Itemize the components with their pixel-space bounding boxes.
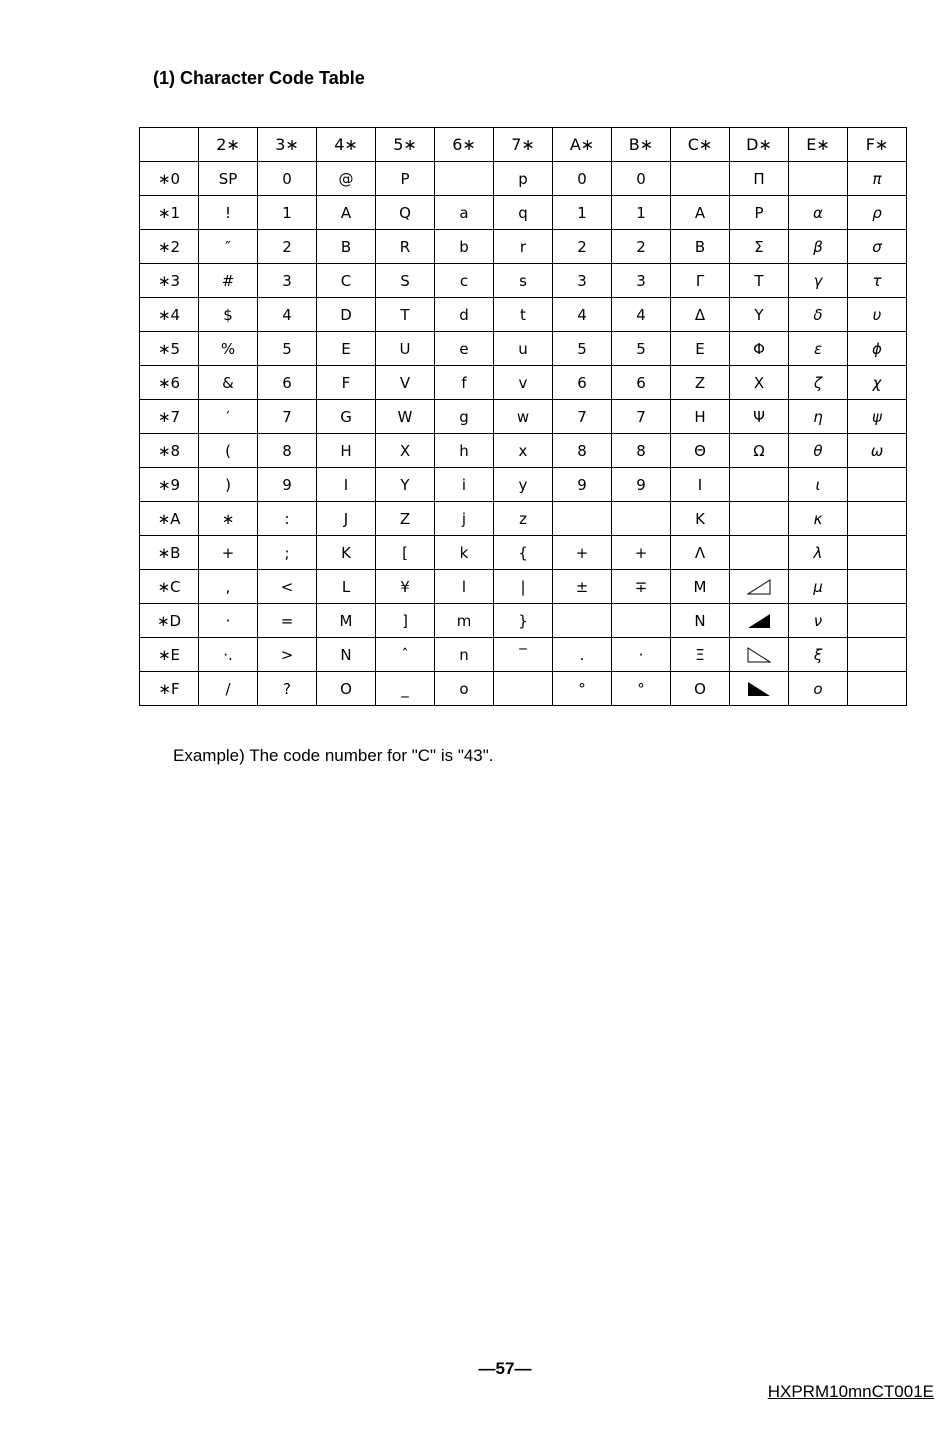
code-cell: · (612, 638, 671, 672)
column-header: E∗ (789, 128, 848, 162)
code-cell: & (199, 366, 258, 400)
code-cell: ∓ (612, 570, 671, 604)
table-row (140, 672, 907, 706)
document-code: HXPRM10mnCT001E (767, 1382, 934, 1401)
code-cell: > (258, 638, 317, 672)
code-cell: ¥ (376, 570, 435, 604)
code-cell: 2 (258, 230, 317, 264)
table-row (140, 298, 907, 332)
filled-right-triangle-icon (747, 613, 771, 629)
code-cell: ν (789, 604, 848, 638)
code-cell: b (435, 230, 494, 264)
page-number: —57— (478, 1359, 532, 1378)
code-cell: ∗ (199, 502, 258, 536)
code-cell: A (671, 196, 730, 230)
code-cell: { (494, 536, 553, 570)
code-cell: K (671, 502, 730, 536)
code-cell: o (789, 672, 848, 706)
code-cell: e (435, 332, 494, 366)
code-cell: Z (671, 366, 730, 400)
column-header: F∗ (848, 128, 907, 162)
code-cell: 4 (553, 298, 612, 332)
row-header: ∗1 (140, 196, 199, 230)
code-cell: X (376, 434, 435, 468)
code-cell: f (435, 366, 494, 400)
column-header: 5∗ (376, 128, 435, 162)
code-cell: β (789, 230, 848, 264)
code-cell: λ (789, 536, 848, 570)
code-cell: E (317, 332, 376, 366)
code-cell: z (494, 502, 553, 536)
code-cell: . (553, 638, 612, 672)
column-header: 2∗ (199, 128, 258, 162)
code-cell: 3 (258, 264, 317, 298)
row-header: ∗9 (140, 468, 199, 502)
code-cell: Q (376, 196, 435, 230)
code-cell: Z (376, 502, 435, 536)
code-cell: , (199, 570, 258, 604)
code-cell: · (199, 604, 258, 638)
code-cell: 8 (612, 434, 671, 468)
code-cell: ! (199, 196, 258, 230)
code-cell: Φ (730, 332, 789, 366)
code-cell: α (789, 196, 848, 230)
code-cell (730, 604, 789, 638)
code-cell: 0 (612, 162, 671, 196)
column-header: D∗ (730, 128, 789, 162)
table-row (140, 536, 907, 570)
code-cell: I (317, 468, 376, 502)
table-row (140, 264, 907, 298)
code-cell: t (494, 298, 553, 332)
code-cell: ψ (848, 400, 907, 434)
code-cell: Ξ (671, 638, 730, 672)
code-cell: μ (789, 570, 848, 604)
row-header: ∗0 (140, 162, 199, 196)
code-cell: [ (376, 536, 435, 570)
code-cell: 6 (553, 366, 612, 400)
outline-left-triangle-icon (747, 647, 771, 663)
code-cell (848, 468, 907, 502)
code-cell: B (317, 230, 376, 264)
code-cell: π (848, 162, 907, 196)
code-cell: q (494, 196, 553, 230)
row-header: ∗5 (140, 332, 199, 366)
table-row (140, 502, 907, 536)
table-row (140, 366, 907, 400)
code-cell: + (553, 536, 612, 570)
code-cell: ] (376, 604, 435, 638)
row-header: ∗4 (140, 298, 199, 332)
code-cell: ζ (789, 366, 848, 400)
code-cell: SP (199, 162, 258, 196)
row-header: ∗B (140, 536, 199, 570)
table-header-row (140, 128, 907, 162)
code-cell: B (671, 230, 730, 264)
code-cell: $ (199, 298, 258, 332)
code-cell: 0 (553, 162, 612, 196)
code-cell: 2 (612, 230, 671, 264)
example-note: Example) The code number for "C" is "43". (173, 746, 494, 765)
code-cell: ω (848, 434, 907, 468)
code-cell: j (435, 502, 494, 536)
row-header: ∗F (140, 672, 199, 706)
column-header: A∗ (553, 128, 612, 162)
column-header: 6∗ (435, 128, 494, 162)
code-cell: ; (258, 536, 317, 570)
code-cell: 7 (553, 400, 612, 434)
code-cell: ι (789, 468, 848, 502)
code-cell: n (435, 638, 494, 672)
code-cell (435, 162, 494, 196)
code-cell: 5 (553, 332, 612, 366)
table-row (140, 604, 907, 638)
table-body (140, 162, 907, 706)
code-cell: Ψ (730, 400, 789, 434)
code-cell: ? (258, 672, 317, 706)
code-cell: ° (612, 672, 671, 706)
code-cell: + (199, 536, 258, 570)
code-cell: 1 (612, 196, 671, 230)
code-cell: M (317, 604, 376, 638)
table-row (140, 434, 907, 468)
code-cell (553, 502, 612, 536)
code-cell: Θ (671, 434, 730, 468)
code-cell: / (199, 672, 258, 706)
code-cell: < (258, 570, 317, 604)
code-cell: | (494, 570, 553, 604)
code-cell: ξ (789, 638, 848, 672)
row-header: ∗E (140, 638, 199, 672)
code-cell: Σ (730, 230, 789, 264)
code-cell: k (435, 536, 494, 570)
table-row (140, 230, 907, 264)
code-cell: S (376, 264, 435, 298)
code-cell: ( (199, 434, 258, 468)
code-cell: 8 (258, 434, 317, 468)
code-cell: 5 (612, 332, 671, 366)
code-cell: A (317, 196, 376, 230)
code-cell: H (671, 400, 730, 434)
table-row (140, 638, 907, 672)
table-row (140, 162, 907, 196)
code-cell: J (317, 502, 376, 536)
code-cell: @ (317, 162, 376, 196)
code-cell: = (258, 604, 317, 638)
code-cell: H (317, 434, 376, 468)
row-header: ∗C (140, 570, 199, 604)
code-cell (553, 604, 612, 638)
code-cell (671, 162, 730, 196)
code-cell: Δ (671, 298, 730, 332)
code-cell: 5 (258, 332, 317, 366)
row-header: ∗D (140, 604, 199, 638)
code-cell (848, 570, 907, 604)
code-cell (730, 570, 789, 604)
code-cell: h (435, 434, 494, 468)
code-cell: χ (848, 366, 907, 400)
code-cell (848, 536, 907, 570)
code-cell: Y (730, 298, 789, 332)
code-cell: C (317, 264, 376, 298)
code-cell (730, 638, 789, 672)
code-cell: 8 (553, 434, 612, 468)
code-cell: ° (553, 672, 612, 706)
code-cell: 9 (553, 468, 612, 502)
code-cell: l (435, 570, 494, 604)
code-cell: 6 (612, 366, 671, 400)
code-cell: % (199, 332, 258, 366)
column-header: B∗ (612, 128, 671, 162)
code-cell: Y (376, 468, 435, 502)
code-cell: w (494, 400, 553, 434)
code-cell: i (435, 468, 494, 502)
code-cell: c (435, 264, 494, 298)
code-cell: 3 (612, 264, 671, 298)
code-cell: ε (789, 332, 848, 366)
code-cell: Λ (671, 536, 730, 570)
code-cell: τ (848, 264, 907, 298)
code-cell (848, 502, 907, 536)
code-cell: v (494, 366, 553, 400)
code-cell: ‾ (494, 638, 553, 672)
code-cell (730, 672, 789, 706)
code-cell: ) (199, 468, 258, 502)
code-cell: ·. (199, 638, 258, 672)
code-cell (730, 502, 789, 536)
column-header: 7∗ (494, 128, 553, 162)
code-cell: κ (789, 502, 848, 536)
code-cell (848, 604, 907, 638)
code-cell: 1 (258, 196, 317, 230)
code-cell: ′ (199, 400, 258, 434)
code-cell: D (317, 298, 376, 332)
page-heading: (1) Character Code Table (153, 68, 365, 88)
code-cell: T (730, 264, 789, 298)
table-row (140, 196, 907, 230)
code-cell: T (376, 298, 435, 332)
code-cell: s (494, 264, 553, 298)
code-cell: y (494, 468, 553, 502)
code-cell: # (199, 264, 258, 298)
code-cell: N (671, 604, 730, 638)
code-cell: F (317, 366, 376, 400)
code-cell (612, 604, 671, 638)
row-header: ∗8 (140, 434, 199, 468)
code-cell (612, 502, 671, 536)
code-cell: ± (553, 570, 612, 604)
code-cell: P (376, 162, 435, 196)
code-cell: δ (789, 298, 848, 332)
row-header: ∗6 (140, 366, 199, 400)
code-cell: X (730, 366, 789, 400)
code-cell: : (258, 502, 317, 536)
character-code-table (139, 127, 907, 706)
table-row (140, 468, 907, 502)
code-cell: Γ (671, 264, 730, 298)
filled-left-triangle-icon (747, 681, 771, 697)
code-cell (848, 638, 907, 672)
code-cell: E (671, 332, 730, 366)
code-cell: G (317, 400, 376, 434)
code-cell: + (612, 536, 671, 570)
code-cell: ϕ (848, 332, 907, 366)
column-header: C∗ (671, 128, 730, 162)
code-cell: 9 (612, 468, 671, 502)
code-cell: d (435, 298, 494, 332)
table-row (140, 570, 907, 604)
code-cell: K (317, 536, 376, 570)
code-cell: σ (848, 230, 907, 264)
code-cell (789, 162, 848, 196)
code-cell: 6 (258, 366, 317, 400)
code-cell: 9 (258, 468, 317, 502)
code-cell: _ (376, 672, 435, 706)
code-cell: M (671, 570, 730, 604)
code-cell: ρ (848, 196, 907, 230)
column-header: 3∗ (258, 128, 317, 162)
code-cell: p (494, 162, 553, 196)
code-cell: 2 (553, 230, 612, 264)
code-cell: O (317, 672, 376, 706)
code-cell: W (376, 400, 435, 434)
code-cell: 7 (612, 400, 671, 434)
code-cell (730, 536, 789, 570)
code-cell (494, 672, 553, 706)
code-cell: g (435, 400, 494, 434)
code-cell: I (671, 468, 730, 502)
code-cell: υ (848, 298, 907, 332)
code-cell: L (317, 570, 376, 604)
code-cell: Π (730, 162, 789, 196)
column-header: 4∗ (317, 128, 376, 162)
code-cell: θ (789, 434, 848, 468)
code-cell: u (494, 332, 553, 366)
code-cell: 4 (258, 298, 317, 332)
code-cell: a (435, 196, 494, 230)
code-cell: r (494, 230, 553, 264)
code-cell: 0 (258, 162, 317, 196)
code-cell: P (730, 196, 789, 230)
row-header: ∗3 (140, 264, 199, 298)
table-row (140, 400, 907, 434)
code-cell: N (317, 638, 376, 672)
code-cell: o (435, 672, 494, 706)
outline-right-triangle-icon (747, 579, 771, 595)
code-cell: η (789, 400, 848, 434)
code-cell: Ω (730, 434, 789, 468)
code-cell: ˆ (376, 638, 435, 672)
code-cell: V (376, 366, 435, 400)
row-header: ∗A (140, 502, 199, 536)
code-cell: 7 (258, 400, 317, 434)
code-cell: 1 (553, 196, 612, 230)
code-cell: x (494, 434, 553, 468)
column-header (140, 128, 199, 162)
code-cell: 4 (612, 298, 671, 332)
code-cell: m (435, 604, 494, 638)
row-header: ∗2 (140, 230, 199, 264)
code-cell: O (671, 672, 730, 706)
code-cell: ″ (199, 230, 258, 264)
code-cell (848, 672, 907, 706)
code-cell: } (494, 604, 553, 638)
code-cell (730, 468, 789, 502)
code-cell: 3 (553, 264, 612, 298)
code-cell: R (376, 230, 435, 264)
code-cell: U (376, 332, 435, 366)
table-row (140, 332, 907, 366)
code-cell: γ (789, 264, 848, 298)
row-header: ∗7 (140, 400, 199, 434)
